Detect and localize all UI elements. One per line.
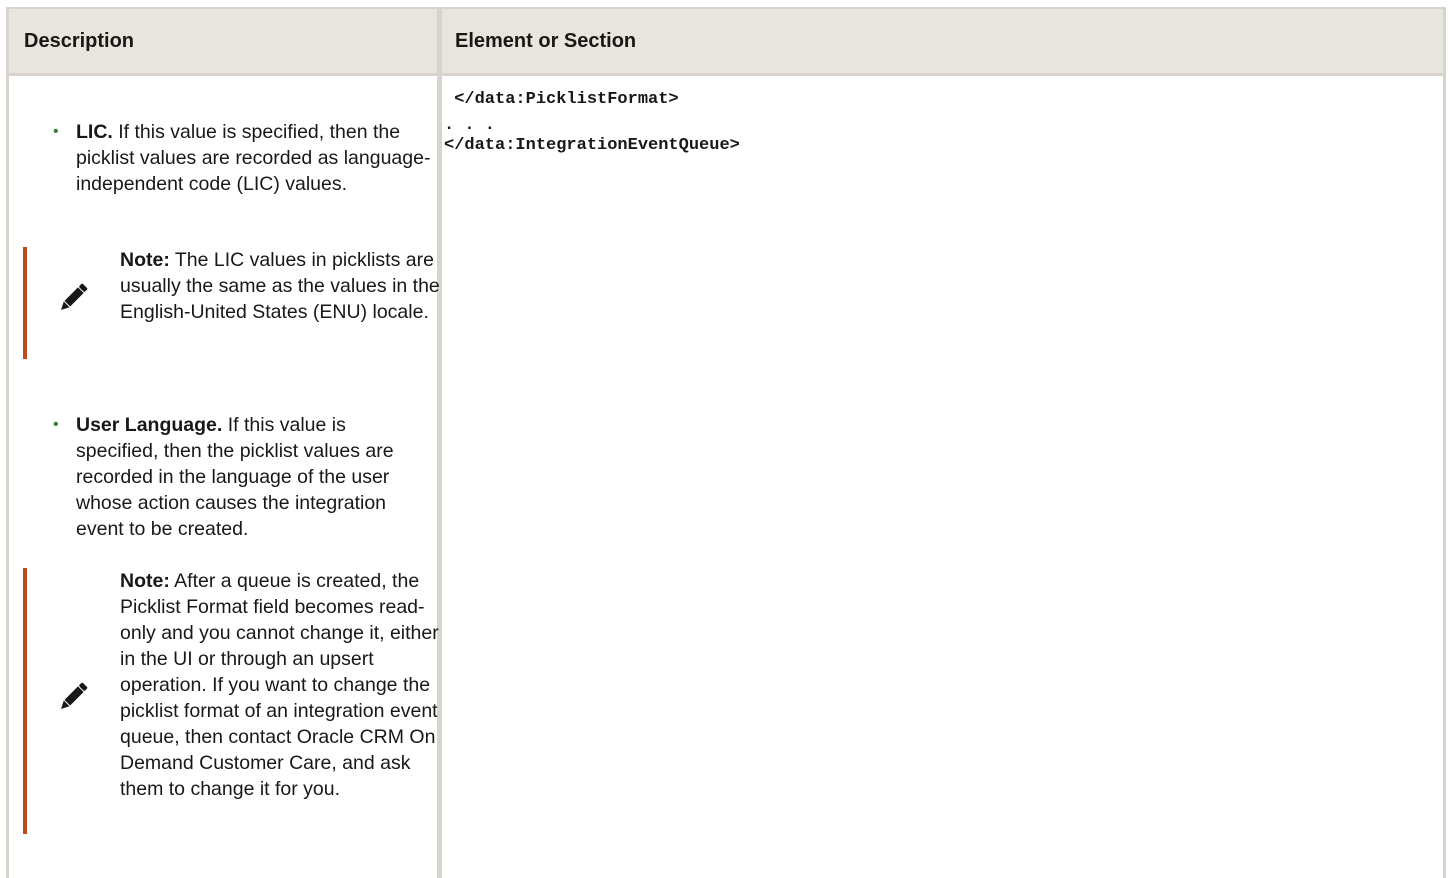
bullet-icon: •: [53, 123, 59, 140]
term-user-language: User Language.: [76, 414, 223, 436]
code-line: . . .: [444, 116, 496, 135]
note-body: After a queue is created, the Picklist Format field becomes read-only and you cannot change it, either in the UI or through an upsert operation. If you want to change the picklist format of an integration event queue, then contact Oracle CRM On Demand Customer Care, and ask them to change it for you.: [120, 570, 439, 800]
note-text: [120, 247, 442, 325]
reference-table: [6, 7, 1446, 878]
code-line: </data:IntegrationEventQueue>: [444, 136, 740, 155]
element-cell: [442, 76, 1443, 878]
header-element-or-section: Element or Section: [455, 30, 637, 52]
description-cell: [9, 76, 440, 878]
bullet-icon: •: [53, 416, 59, 433]
pencil-icon: [55, 679, 91, 715]
pencil-icon: [55, 280, 91, 316]
note-text: [120, 568, 442, 802]
note-label: Note:: [120, 249, 170, 271]
term-lic: LIC.: [76, 121, 113, 143]
note-box-queue: [23, 568, 438, 834]
header-description: Description: [24, 30, 135, 52]
list-item-text: [76, 412, 431, 542]
code-line: </data:PicklistFormat>: [444, 90, 679, 109]
list-item-text: [76, 119, 431, 197]
table-header: [9, 9, 1443, 76]
note-body: The LIC values in picklists are usually the same as the values in the English-United States (ENU) locale.: [120, 249, 440, 323]
note-label: Note:: [120, 570, 170, 592]
user-language-description: If this value is specified, then the picklist values are recorded in the language of the user whose action causes the integration event to be created.: [76, 414, 394, 540]
note-box-lic: [23, 247, 438, 359]
lic-description: If this value is specified, then the picklist values are recorded as language-independent code (LIC) values.: [76, 121, 431, 195]
